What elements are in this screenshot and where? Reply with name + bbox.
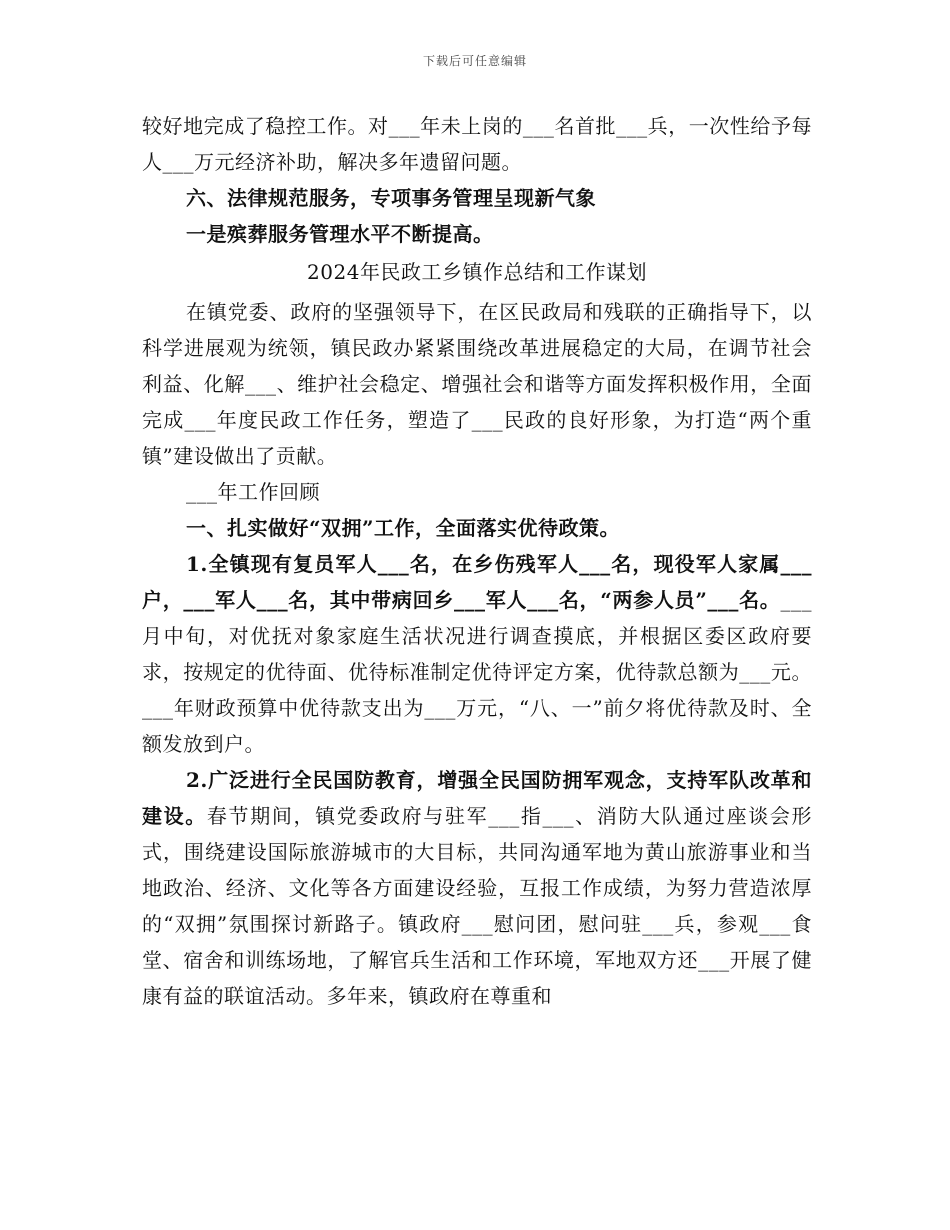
page-header: 下载后可任意编辑 [422, 54, 527, 68]
paragraph-defense-education [142, 762, 812, 1014]
paragraph-veterans-lead: 1.全镇现有复员军人___名，在乡伤残军人___名，现役军人家属___户，___军人___名，其中带病回乡___军人___名，“两参人员”___名。 [142, 552, 812, 612]
paragraph-stability-work: 较好地完成了稳控工作。对___年未上岗的___名首批___兵，一次性给予每人___万元经济补助，解决多年遗留问题。 [142, 114, 812, 174]
paragraph-defense-body: 春节期间，镇党委政府与驻军___指___、消防大队通过座谈会形式，围绕建设国际旅游城市的大目标，共同沟通军地为黄山旅游事业和当地政治、经济、文化等各方面建设经验，互报工作成绩，为努力营造浓厚的“双拥”氛围探讨新路子。镇政府___慰问团，慰问驻___兵，参观___食堂、宿舍和训练场地，了解官兵生活和工作环境，军地双方还___开展了健康有益的联谊活动。多年来，镇政府在尊重和 [142, 804, 813, 1008]
paragraph-intro: 在镇党委、政府的坚强领导下，在区民政局和残联的正确指导下，以科学进展观为统领，镇民政办紧紧围绕改革进展稳定的大局，在调节社会利益、化解___、维护社会稳定、增强社会和谐等方面发挥积极作用，全面完成___年度民政工作任务，塑造了___民政的良好形象，为打造“两个重镇”建设做出了贡献。 [142, 300, 812, 468]
paragraph-veterans [142, 546, 812, 762]
paragraph-year-review: ___年工作回顾 [186, 480, 320, 504]
document-body [142, 108, 812, 1014]
section-heading-one: 一、扎实做好“双拥”工作，全面落实优待政策。 [186, 516, 621, 540]
subsection-heading-funeral: 一是殡葬服务管理水平不断提高。 [186, 222, 494, 246]
document-title: 2024年民政工乡镇作总结和工作谋划 [307, 260, 647, 284]
paragraph-veterans-body: ___月中旬，对优抚对象家庭生活状况进行调查摸底，并根据区委区政府要求，按规定的优待面、优待标准制定优待评定方案，优待款总额为___元。___年财政预算中优待款支出为___万元，“八、一”前夕将优待款及时、全额发放到户。 [142, 588, 812, 756]
paragraph-defense-lead: 2.广泛进行全民国防教育，增强全民国防拥军观念，支持军队改革和建设。 [142, 768, 812, 828]
section-heading-six: 六、法律规范服务，专项事务管理呈现新气象 [186, 186, 596, 210]
